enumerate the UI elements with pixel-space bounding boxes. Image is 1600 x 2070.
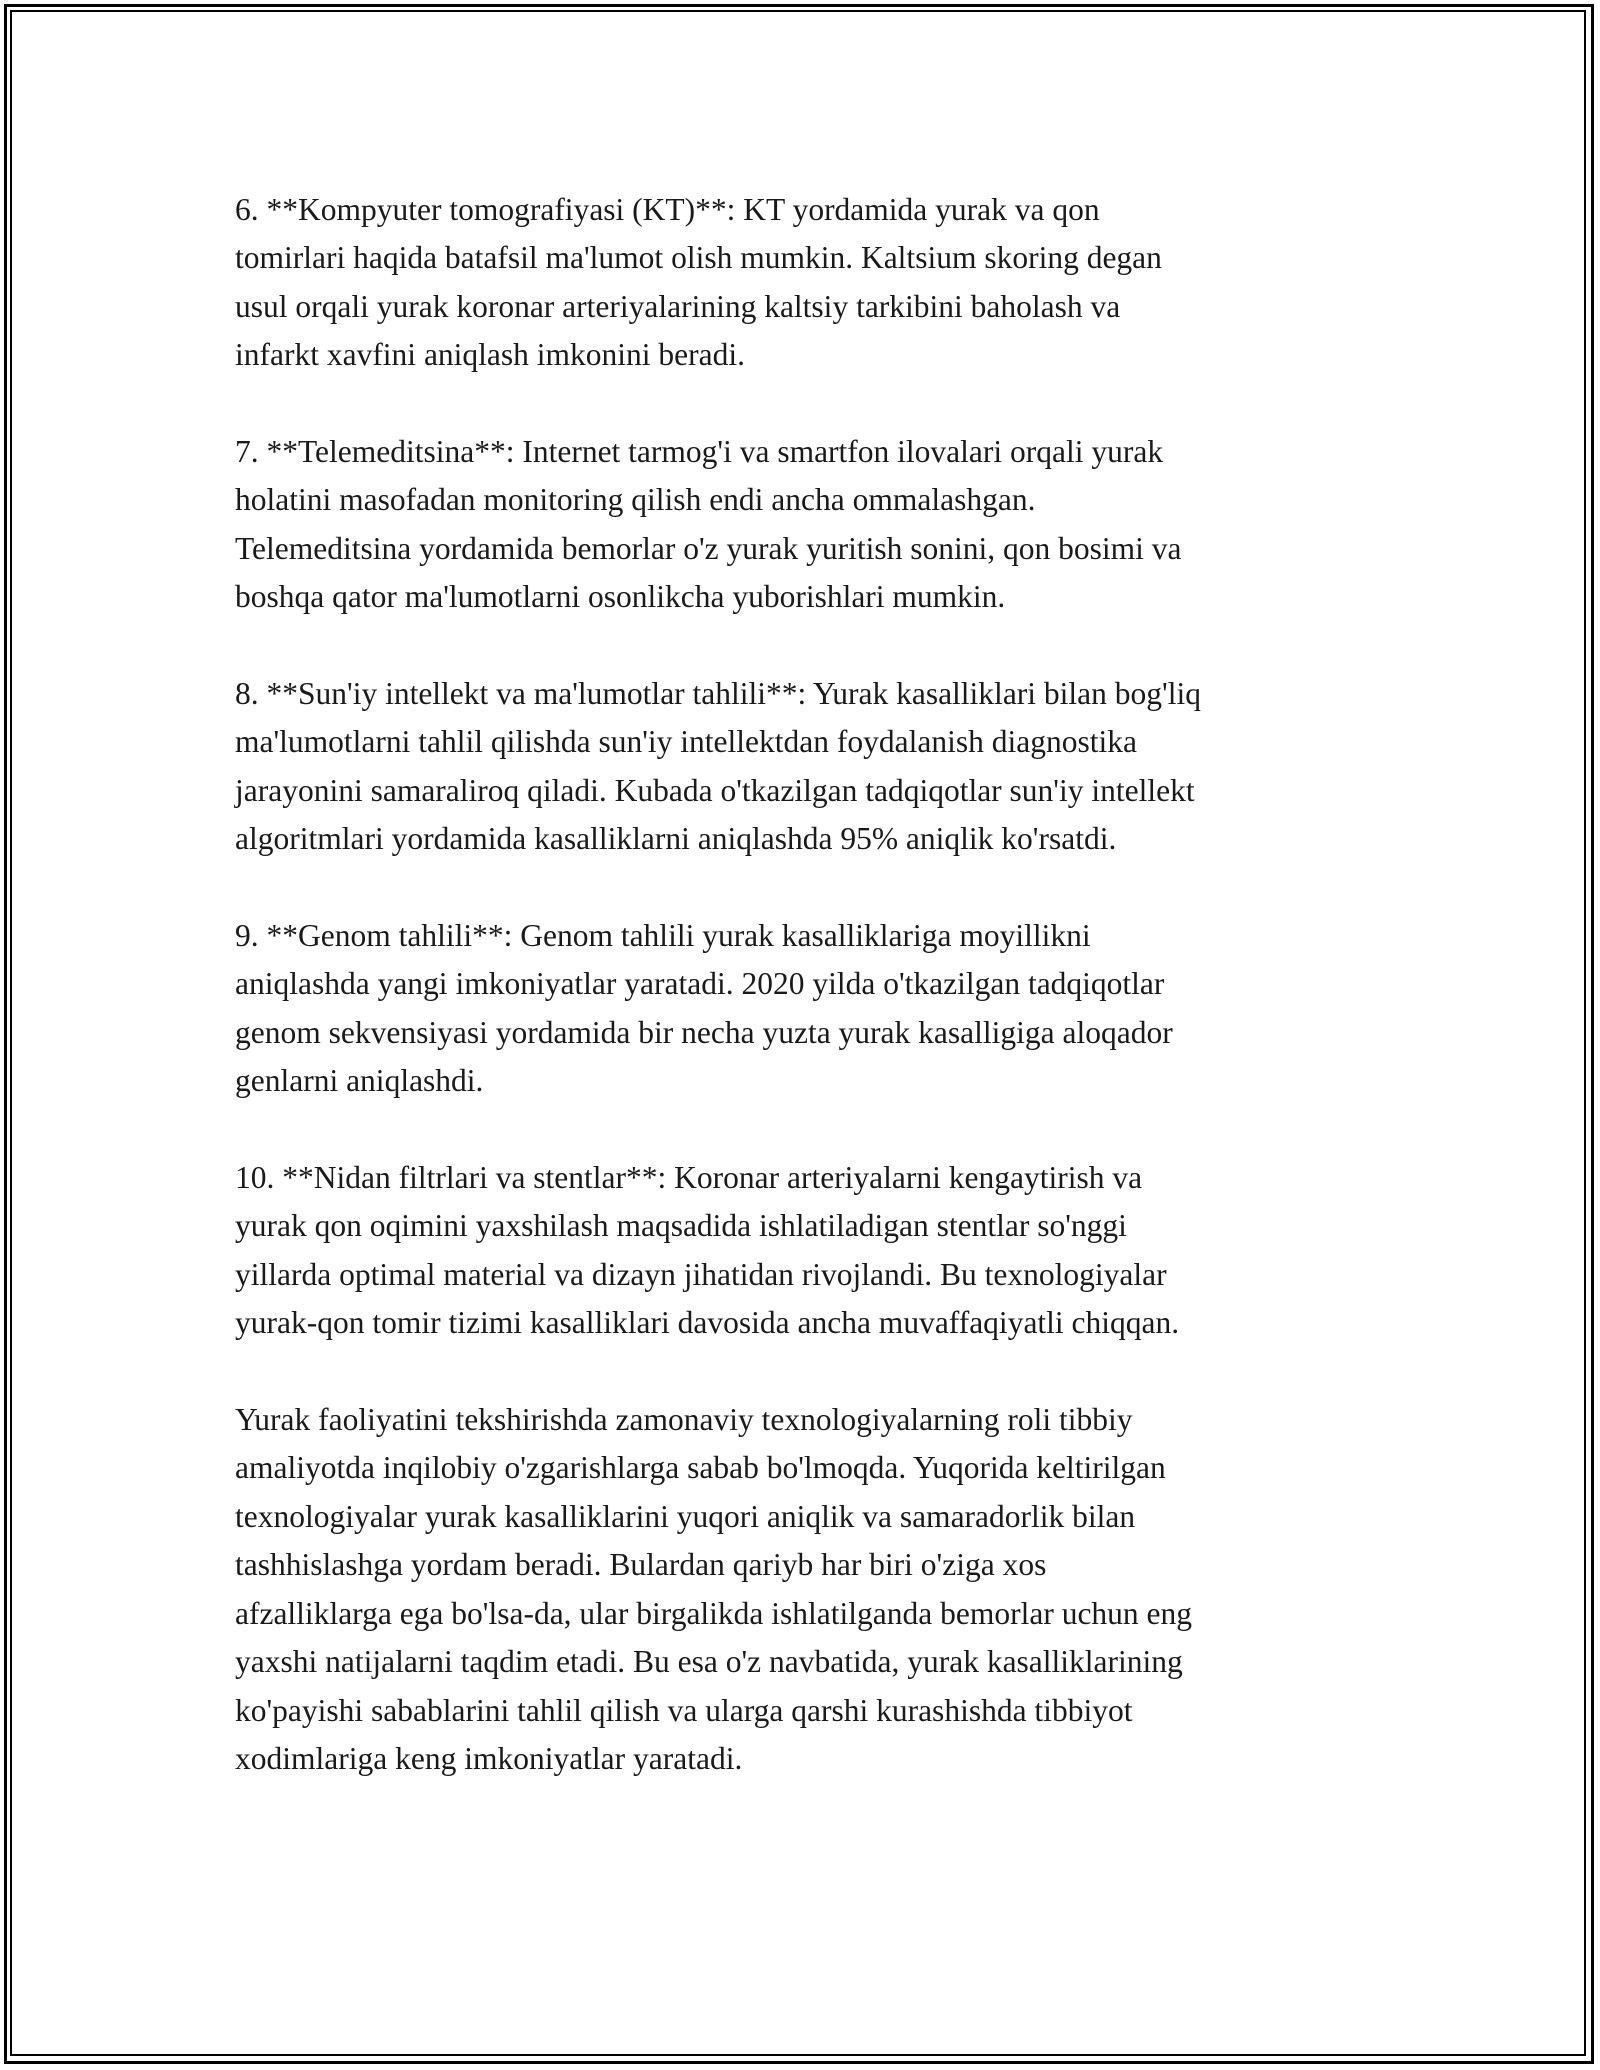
text-line: tomirlari haqida batafsil ma'lumot olish mumkin. Kaltsium skoring degan bbox=[235, 240, 1162, 276]
text-line: tashhislashga yordam beradi. Bulardan qariyb har biri o'ziga xos bbox=[235, 1547, 1047, 1583]
text-line: algoritmlari yordamida kasalliklarni aniqlashda 95% aniqlik ko'rsatdi. bbox=[235, 821, 1117, 857]
text-line: Telemeditsina yordamida bemorlar o'z yurak yuritish sonini, qon bosimi va bbox=[235, 530, 1182, 566]
text-line: yurak-qon tomir tizimi kasalliklari davosida ancha muvaffaqiyatli chiqqan. bbox=[235, 1305, 1180, 1341]
paragraph-genom-tahlili bbox=[235, 912, 1375, 1106]
text-line: aniqlashda yangi imkoniyatlar yaratadi. 2020 yilda o'tkazilgan tadqiqotlar bbox=[235, 966, 1165, 1002]
paragraph-nidan-filtrlari bbox=[235, 1154, 1375, 1348]
text-line: genlarni aniqlashdi. bbox=[235, 1063, 484, 1099]
text-line: yillarda optimal material va dizayn jihatidan rivojlandi. Bu texnologiyalar bbox=[235, 1256, 1167, 1292]
paragraph-telemeditsina bbox=[235, 428, 1375, 622]
text-line: 10. **Nidan filtrlari va stentlar**: Koronar arteriyalarni kengaytirish va bbox=[235, 1160, 1143, 1196]
text-line: jarayonini samaraliroq qiladi. Kubada o'tkazilgan tadqiqotlar sun'iy intellekt bbox=[235, 772, 1195, 808]
text-line: Yurak faoliyatini tekshirishda zamonaviy texnologiyalarning roli tibbiy bbox=[235, 1402, 1133, 1438]
text-line: texnologiyalar yurak kasalliklarini yuqori aniqlik va samaradorlik bilan bbox=[235, 1498, 1136, 1534]
text-line: 6. **Kompyuter tomografiyasi (KT)**: KT yordamida yurak va qon bbox=[235, 192, 1100, 227]
text-line: holatini masofadan monitoring qilish endi ancha ommalashgan. bbox=[235, 482, 1036, 518]
text-line: boshqa qator ma'lumotlarni osonlikcha yuborishlari mumkin. bbox=[235, 579, 1006, 615]
document-body bbox=[235, 186, 1375, 1832]
paragraph-kompyuter-tomografiyasi bbox=[235, 186, 1375, 380]
text-line: infarkt xavfini aniqlash imkonini beradi. bbox=[235, 337, 745, 373]
text-line: amaliyotda inqilobiy o'zgarishlarga sabab bo'lmoqda. Yuqorida keltirilgan bbox=[235, 1450, 1166, 1486]
text-line: 7. **Telemeditsina**: Internet tarmog'i va smartfon ilovalari orqali yurak bbox=[235, 434, 1164, 470]
text-line: ko'payishi sabablarini tahlil qilish va ularga qarshi kurashishda tibbiyot bbox=[235, 1692, 1133, 1728]
text-line: xodimlariga keng imkoniyatlar yaratadi. bbox=[235, 1740, 743, 1776]
paragraph-suniy-intellekt bbox=[235, 670, 1375, 864]
text-line: afzalliklarga ega bo'lsa-da, ular birgalikda ishlatilganda bemorlar uchun eng bbox=[235, 1595, 1193, 1631]
text-line: ma'lumotlarni tahlil qilishda sun'iy intellektdan foydalanish diagnostika bbox=[235, 724, 1137, 760]
paragraph-conclusion bbox=[235, 1396, 1375, 1783]
text-line: yurak qon oqimini yaxshilash maqsadida ishlatiladigan stentlar so'nggi bbox=[235, 1208, 1127, 1244]
text-line: yaxshi natijalarni taqdim etadi. Bu esa o'z navbatida, yurak kasalliklarining bbox=[235, 1644, 1183, 1680]
text-line: 8. **Sun'iy intellekt va ma'lumotlar tahlili**: Yurak kasalliklari bilan bog'liq bbox=[235, 676, 1201, 712]
text-line: 9. **Genom tahlili**: Genom tahlili yurak kasalliklariga moyillikni bbox=[235, 918, 1091, 954]
text-line: usul orqali yurak koronar arteriyalarining kaltsiy tarkibini baholash va bbox=[235, 288, 1121, 324]
text-line: genom sekvensiyasi yordamida bir necha yuzta yurak kasalligiga aloqador bbox=[235, 1014, 1173, 1050]
